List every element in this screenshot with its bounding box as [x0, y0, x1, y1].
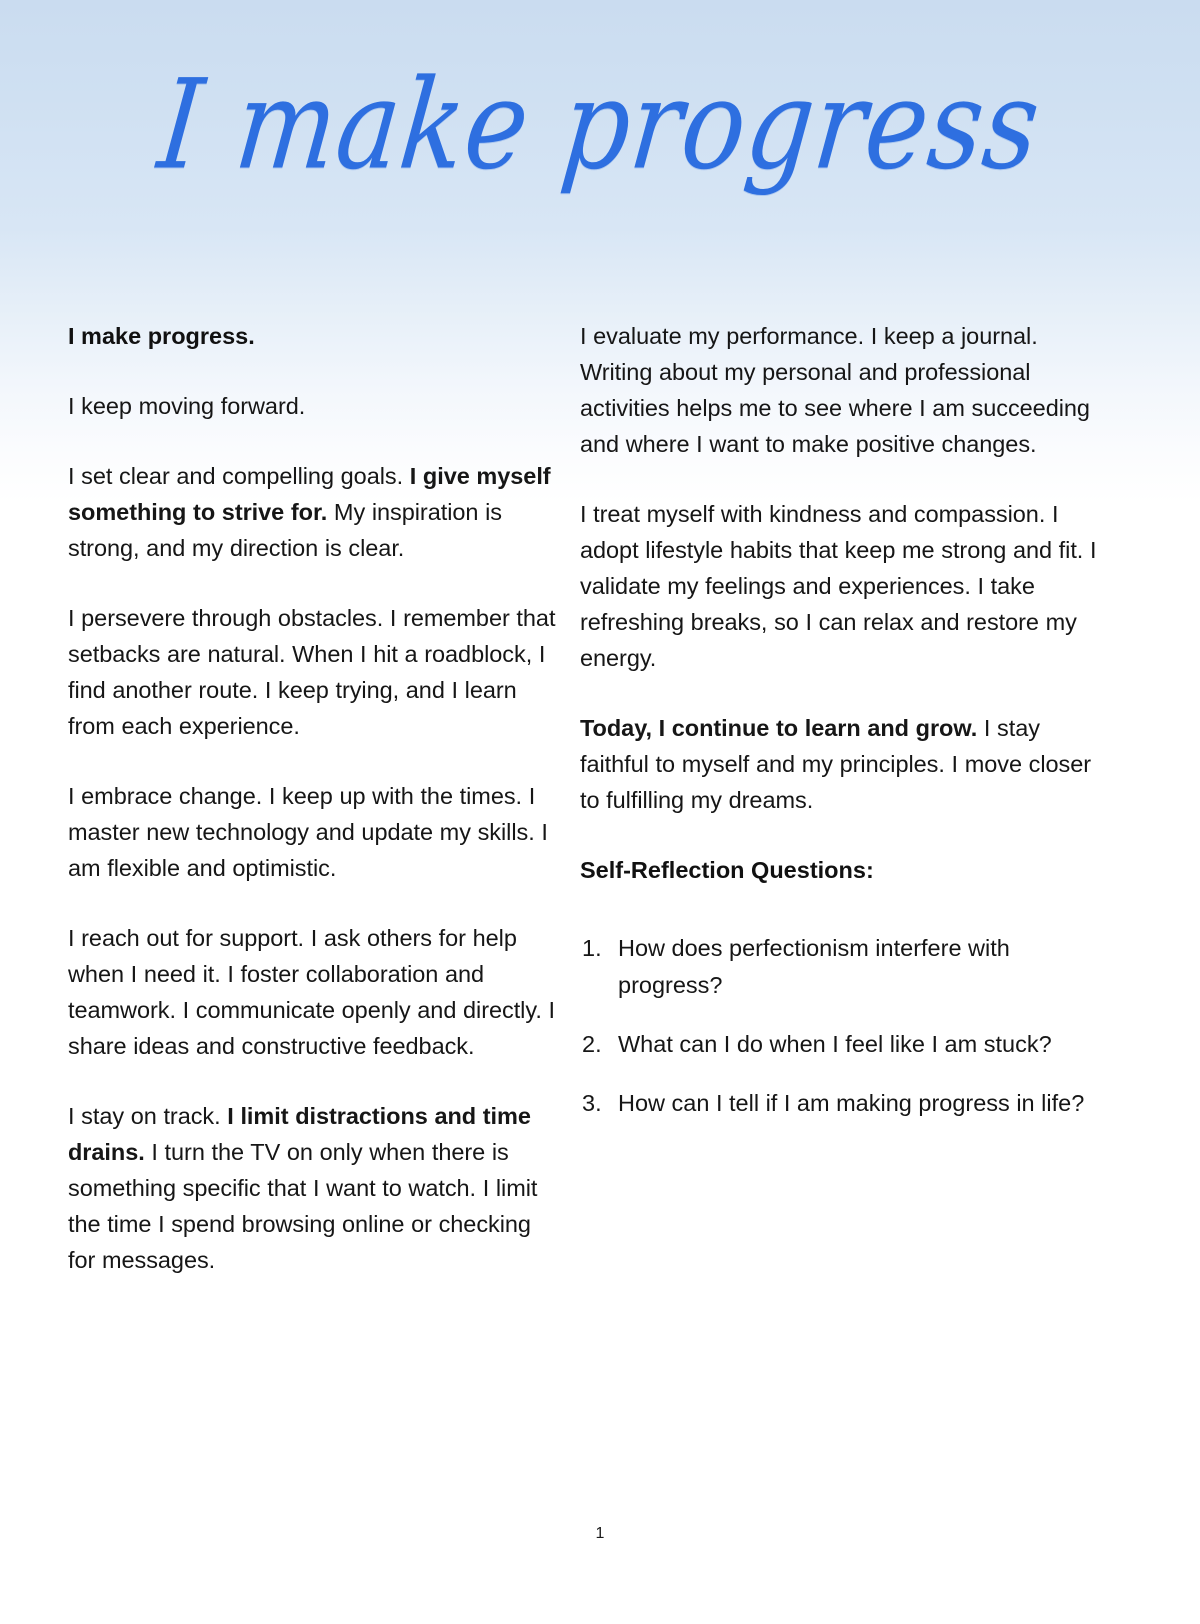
right-column-paragraphs	[580, 318, 1100, 818]
bold-run: I give myself something to strive for.	[68, 463, 551, 525]
text-run: I stay faithful to myself and my principles. I move closer to fulfilling my dreams.	[580, 715, 1092, 813]
page-title: I make progress	[152, 52, 1048, 197]
text-run: I reach out for support. I ask others for help when I need it. I foster collaboration and teamwork. I communicate openly and directly. I share ideas and constructive feedback.	[68, 925, 555, 1059]
text-run: I persevere through obstacles. I remember that setbacks are natural. When I hit a roadblock, I find another route. I keep trying, and I learn from each experience.	[68, 605, 556, 739]
text-run: My inspiration is strong, and my direction is clear.	[68, 499, 502, 561]
text-run: I treat myself with kindness and compassion. I adopt lifestyle habits that keep me strong and fit. I validate my feelings and experiences. I take refreshing breaks, so I can relax and restore my energy.	[580, 501, 1097, 671]
text-run: I stay on track.	[68, 1103, 228, 1129]
p-support	[68, 920, 560, 1064]
page-number: 1	[595, 1525, 605, 1542]
p-goals	[68, 458, 560, 566]
p-embrace-change	[68, 778, 560, 886]
question-text: How can I tell if I am making progress in life?	[618, 1090, 1085, 1116]
p-keep-moving	[68, 388, 560, 424]
left-column-paragraphs	[68, 388, 560, 1278]
bold-run: Today, I continue to learn and grow.	[580, 715, 978, 741]
text-run: I set clear and compelling goals.	[68, 463, 410, 489]
question-item	[580, 930, 1100, 1004]
question-text: How does perfectionism interfere with progress?	[618, 935, 1010, 998]
affirmation-heading: I make progress.	[68, 323, 255, 349]
bold-run: I limit distractions and time drains.	[68, 1103, 531, 1165]
p-persevere	[68, 600, 560, 744]
p-evaluate	[580, 318, 1100, 462]
page-footer	[0, 1525, 1200, 1543]
text-run: I embrace change. I keep up with the times. I master new technology and update my skills. I am flexible and optimistic.	[68, 783, 548, 881]
question-item	[580, 1026, 1100, 1063]
question-text: What can I do when I feel like I am stuck?	[618, 1031, 1052, 1057]
question-item	[580, 1085, 1100, 1122]
p-today	[580, 710, 1100, 818]
self-reflection-questions-list	[580, 930, 1100, 1122]
text-run: I turn the TV on only when there is something specific that I want to watch. I limit the time I spend browsing online or checking for messages.	[68, 1139, 538, 1273]
right-column	[580, 318, 1100, 1144]
text-run: I keep moving forward.	[68, 393, 306, 419]
self-reflection-questions-label: Self-Reflection Questions:	[580, 857, 874, 883]
two-column-body	[0, 318, 1200, 1312]
left-column	[68, 318, 568, 1312]
page-header	[0, 0, 1200, 250]
p-kindness	[580, 496, 1100, 676]
p-on-track	[68, 1098, 560, 1278]
text-run: I evaluate my performance. I keep a journal. Writing about my personal and professional activities helps me to see where I am succeeding and where I want to make positive changes.	[580, 323, 1090, 457]
